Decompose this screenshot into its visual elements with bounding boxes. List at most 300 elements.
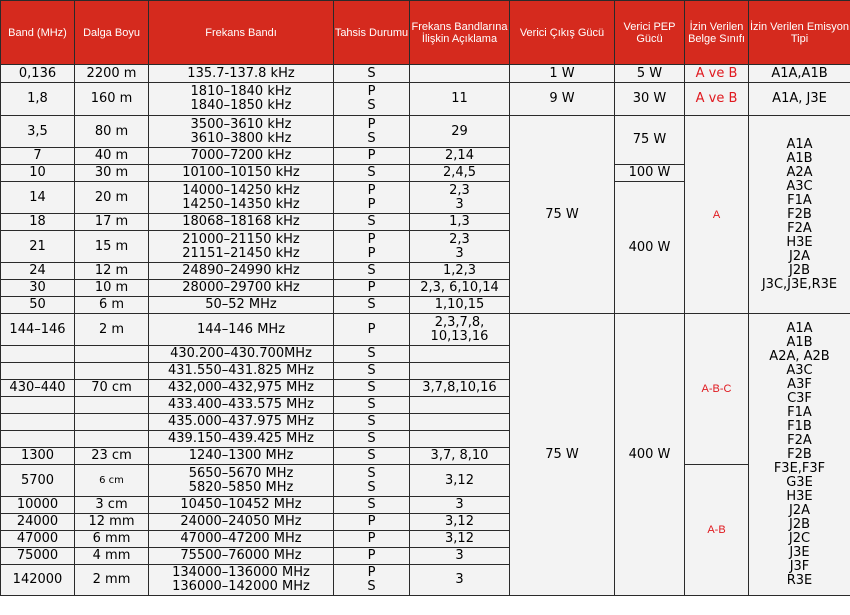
- tahsis-cell-line: S: [367, 214, 376, 229]
- table-row: [1, 116, 850, 148]
- dalga-cell: [75, 214, 149, 231]
- dalga-cell: [75, 397, 149, 414]
- dalga-cell: [75, 148, 149, 165]
- band-cell-line: 0,136: [18, 65, 57, 81]
- aciklama-cell-line: 3: [455, 497, 464, 512]
- emisyon-cell-line: A2A, A2B: [769, 348, 830, 364]
- band-cell: [1, 448, 75, 465]
- tahsis-cell-line: P: [367, 565, 376, 580]
- tahsis-cell: [334, 231, 410, 263]
- frekans-cell: [149, 565, 334, 596]
- aciklama-cell: [410, 231, 510, 263]
- emisyon-cell-line: H3E: [786, 234, 813, 250]
- tahsis-cell: [334, 214, 410, 231]
- frekans-cell-line: 439.150–439.425 MHz: [168, 431, 314, 446]
- aciklama-cell: [410, 116, 510, 148]
- dalga-cell: [75, 363, 149, 380]
- aciklama-cell: [410, 165, 510, 182]
- dalga-cell-line: 70 cm: [91, 380, 132, 395]
- frekans-cell-line: 144–146 MHz: [196, 321, 286, 337]
- aciklama-cell: [410, 431, 510, 448]
- tahsis-cell: [334, 565, 410, 596]
- emisyon-cell-line: F3E,F3F: [773, 460, 826, 476]
- cikis-cell: [510, 83, 615, 116]
- emisyon-cell-line: F2A: [787, 432, 812, 448]
- tahsis-cell-line: P: [367, 280, 376, 295]
- aciklama-cell: [410, 414, 510, 431]
- dalga-cell-line: 2 mm: [92, 572, 131, 587]
- frekans-cell: [149, 65, 334, 83]
- dalga-cell: [75, 165, 149, 182]
- emisyon-cell: [749, 116, 850, 314]
- tahsis-cell-line: S: [367, 165, 376, 180]
- emisyon-cell-line: F2B: [787, 446, 812, 462]
- band-cell: [1, 497, 75, 514]
- band-cell-line: 24: [29, 263, 46, 278]
- frekans-cell-line: 136000–142000 MHz: [172, 579, 310, 594]
- tahsis-cell-line: P: [367, 84, 376, 99]
- aciklama-cell: [410, 83, 510, 116]
- pep-cell-line: 30 W: [632, 91, 667, 106]
- emisyon-cell-line: F2B: [787, 206, 812, 222]
- emisyon-cell-line: A2A: [786, 164, 813, 180]
- frekans-cell: [149, 297, 334, 314]
- dalga-cell-line: 2 m: [98, 321, 125, 337]
- aciklama-cell: [410, 214, 510, 231]
- pep-cell: [615, 83, 685, 116]
- emisyon-cell-line: A3C: [786, 178, 813, 194]
- belge-cell: [685, 83, 749, 116]
- tahsis-cell-line: S: [367, 380, 376, 395]
- emisyon-cell-line: F1A: [787, 404, 812, 420]
- frekans-cell-line: 430.200–430.700MHz: [170, 346, 312, 361]
- dalga-cell: [75, 280, 149, 297]
- cikis-cell: [510, 65, 615, 83]
- frekans-cell: [149, 346, 334, 363]
- emisyon-cell-line: G3E: [786, 474, 813, 490]
- dalga-cell: [75, 514, 149, 531]
- frekans-cell: [149, 214, 334, 231]
- emisyon-cell-line: J3E: [789, 544, 810, 560]
- tahsis-cell-line: S: [367, 65, 376, 81]
- dalga-cell-line: 17 m: [94, 214, 129, 229]
- dalga-cell-line: 15 m: [94, 238, 129, 254]
- frekans-cell-line: 18068–18168 kHz: [182, 214, 300, 229]
- aciklama-cell: [410, 548, 510, 565]
- aciklama-cell: [410, 363, 510, 380]
- aciklama-cell-line: 3: [455, 548, 464, 563]
- frekans-cell-line: 134000–136000 MHz: [172, 565, 310, 580]
- frekans-cell: [149, 231, 334, 263]
- frekans-cell-line: 21000–21150 kHz: [182, 231, 300, 247]
- dalga-cell: [75, 448, 149, 465]
- emisyon-cell-line: J2A: [789, 502, 810, 518]
- header-aciklama: Frekans Bandlarına İlişkin Açıklama: [410, 1, 510, 65]
- emisyon-cell-line: J2B: [788, 516, 811, 532]
- band-cell: [1, 431, 75, 448]
- band-cell: [1, 548, 75, 565]
- tahsis-cell-line: S: [367, 479, 376, 495]
- tahsis-cell-line: P: [367, 514, 376, 529]
- frekans-cell: [149, 165, 334, 182]
- emisyon-cell-line: J2C: [788, 530, 811, 546]
- emisyon-cell: [749, 65, 850, 83]
- emisyon-cell-line: F1A: [787, 192, 812, 208]
- tahsis-cell-line: P: [367, 182, 376, 198]
- band-cell-line: 14: [29, 189, 46, 205]
- emisyon-cell-line: F1B: [787, 418, 812, 434]
- header-emisyon: İzin Verilen Emisyon Tipi: [749, 1, 850, 65]
- aciklama-cell: [410, 346, 510, 363]
- dalga-cell: [75, 314, 149, 346]
- band-cell-line: 1,8: [27, 91, 48, 106]
- pep-cell-line: 400 W: [628, 239, 671, 255]
- frekans-cell-line: 1240–1300 MHz: [188, 448, 294, 463]
- header-tahsis: Tahsis Durumu: [334, 1, 410, 65]
- dalga-cell: [75, 465, 149, 497]
- tahsis-cell-line: S: [367, 346, 376, 361]
- emisyon-cell-line: A1B: [786, 150, 813, 166]
- aciklama-cell-line: 2,3: [449, 231, 470, 247]
- emisyon-cell-line: F2A: [787, 220, 812, 236]
- frekans-cell: [149, 514, 334, 531]
- dalga-cell-line: 12 mm: [88, 514, 135, 529]
- frekans-cell-line: 75500–76000 MHz: [180, 548, 302, 563]
- frekans-cell: [149, 116, 334, 148]
- tahsis-cell: [334, 465, 410, 497]
- tahsis-cell-line: S: [367, 130, 376, 146]
- aciklama-cell: [410, 148, 510, 165]
- frekans-cell: [149, 414, 334, 431]
- cikis-cell-line: 9 W: [549, 91, 575, 106]
- pep-cell: [615, 314, 685, 596]
- tahsis-cell: [334, 314, 410, 346]
- frekans-cell-line: 24890–24990 kHz: [182, 263, 300, 278]
- tahsis-cell-line: S: [367, 448, 376, 463]
- tahsis-cell: [334, 414, 410, 431]
- tahsis-cell-line: P: [367, 548, 376, 563]
- tahsis-cell: [334, 263, 410, 280]
- tahsis-cell-line: P: [367, 245, 376, 261]
- tahsis-cell-line: P: [367, 231, 376, 247]
- dalga-cell: [75, 431, 149, 448]
- frekans-cell: [149, 83, 334, 116]
- tahsis-cell: [334, 431, 410, 448]
- aciklama-cell: [410, 448, 510, 465]
- tahsis-cell: [334, 346, 410, 363]
- emisyon-cell-line: C3F: [787, 390, 812, 406]
- band-cell: [1, 297, 75, 314]
- table-row: [1, 314, 850, 346]
- aciklama-cell: [410, 182, 510, 214]
- frekans-cell: [149, 182, 334, 214]
- band-cell-line: 144–146: [9, 321, 66, 337]
- aciklama-cell-line: 11: [451, 91, 468, 106]
- dalga-cell-line: 40 m: [94, 148, 129, 163]
- frekans-cell-line: 24000–24050 MHz: [180, 514, 302, 529]
- band-cell: [1, 314, 75, 346]
- pep-cell: [615, 116, 685, 165]
- pep-cell-line: 5 W: [636, 65, 663, 81]
- frekans-cell-line: 3500–3610 kHz: [190, 116, 292, 132]
- belge-cell-line: A ve B: [695, 65, 738, 81]
- tahsis-cell-line: S: [367, 497, 376, 512]
- band-cell-line: 7: [33, 148, 42, 163]
- band-cell: [1, 514, 75, 531]
- band-cell: [1, 280, 75, 297]
- dalga-cell: [75, 297, 149, 314]
- dalga-cell: [75, 116, 149, 148]
- aciklama-cell-line: 1,2,3: [442, 263, 477, 278]
- frekans-cell-line: 5650–5670 MHz: [188, 465, 294, 481]
- cikis-cell-line: 75 W: [545, 446, 579, 462]
- dalga-cell-line: 10 m: [94, 280, 129, 295]
- frekans-cell: [149, 380, 334, 397]
- frekans-cell: [149, 548, 334, 565]
- dalga-cell: [75, 414, 149, 431]
- tahsis-cell: [334, 548, 410, 565]
- frekans-cell-line: 21151–21450 kHz: [182, 245, 300, 261]
- frekans-cell: [149, 280, 334, 297]
- dalga-cell: [75, 497, 149, 514]
- tahsis-cell: [334, 363, 410, 380]
- emisyon-cell-line: A1A: [786, 136, 813, 152]
- band-cell: [1, 363, 75, 380]
- tahsis-cell: [334, 380, 410, 397]
- aciklama-cell-line: 3,12: [445, 514, 474, 529]
- aciklama-cell: [410, 280, 510, 297]
- cikis-cell: [510, 314, 615, 596]
- dalga-cell-line: 6 mm: [92, 531, 131, 546]
- tahsis-cell-line: S: [367, 98, 376, 113]
- aciklama-cell-line: 10,13,16: [430, 328, 489, 344]
- table-row: [1, 83, 850, 116]
- tahsis-cell-line: P: [367, 196, 376, 212]
- tahsis-cell-line: P: [367, 321, 376, 337]
- frekans-cell-line: 28000–29700 kHz: [182, 280, 300, 295]
- dalga-cell-line: 3 cm: [95, 497, 128, 512]
- dalga-cell: [75, 548, 149, 565]
- frekans-cell-line: 10450–10452 MHz: [180, 497, 302, 512]
- frekans-cell-line: 435.000–437.975 MHz: [168, 414, 314, 429]
- tahsis-cell-line: P: [367, 531, 376, 546]
- band-cell: [1, 414, 75, 431]
- band-cell-line: 75000: [16, 548, 59, 563]
- frekans-cell: [149, 263, 334, 280]
- frekans-cell: [149, 465, 334, 497]
- tahsis-cell: [334, 497, 410, 514]
- emisyon-cell-line: A3C: [786, 362, 813, 378]
- frekans-cell: [149, 314, 334, 346]
- tahsis-cell: [334, 182, 410, 214]
- band-cell-line: 5700: [20, 472, 55, 488]
- dalga-cell: [75, 346, 149, 363]
- aciklama-cell-line: 3,7,8,10,16: [422, 380, 497, 395]
- emisyon-cell-line: J3C,J3E,R3E: [761, 276, 838, 292]
- dalga-cell: [75, 83, 149, 116]
- band-cell: [1, 214, 75, 231]
- band-cell: [1, 346, 75, 363]
- tahsis-cell-line: S: [367, 297, 376, 312]
- frekans-cell-line: 1840–1850 kHz: [190, 98, 292, 113]
- frekans-cell-line: 7000–7200 kHz: [190, 148, 292, 163]
- frekans-cell-line: 14000–14250 kHz: [182, 182, 300, 198]
- frekans-cell-line: 433.400–433.575 MHz: [168, 397, 314, 412]
- aciklama-cell: [410, 380, 510, 397]
- belge-cell: [685, 65, 749, 83]
- tahsis-cell: [334, 116, 410, 148]
- emisyon-cell-line: R3E: [786, 572, 813, 588]
- band-cell-line: 30: [29, 280, 46, 295]
- emisyon-cell-line: J3F: [789, 558, 810, 574]
- dalga-cell: [75, 231, 149, 263]
- dalga-cell: [75, 380, 149, 397]
- tahsis-cell-line: P: [367, 116, 376, 132]
- aciklama-cell-line: 2,3, 6,10,14: [420, 280, 499, 295]
- band-cell-line: 3,5: [27, 123, 48, 139]
- aciklama-cell: [410, 465, 510, 497]
- aciklama-cell-line: 2,3,7,8,: [434, 314, 485, 330]
- dalga-cell-line: 12 m: [94, 263, 129, 278]
- band-cell-line: 47000: [16, 531, 59, 546]
- band-cell-line: 24000: [16, 514, 59, 529]
- aciklama-cell: [410, 65, 510, 83]
- emisyon-cell-line: A1A: [786, 320, 813, 336]
- belge-cell-line: A: [712, 208, 721, 221]
- aciklama-cell-line: 3: [455, 196, 464, 212]
- band-cell: [1, 465, 75, 497]
- frekans-cell-line: 432,000–432,975 MHz: [168, 380, 314, 395]
- dalga-cell: [75, 565, 149, 596]
- dalga-cell: [75, 531, 149, 548]
- header-band: Band (MHz): [1, 1, 75, 65]
- aciklama-cell-line: 1,10,15: [434, 297, 485, 312]
- band-cell: [1, 397, 75, 414]
- band-cell-line: 1300: [20, 448, 55, 463]
- band-cell: [1, 531, 75, 548]
- frekans-cell: [149, 431, 334, 448]
- aciklama-cell-line: 2,14: [445, 148, 474, 163]
- frekans-cell-line: 431.550–431.825 MHz: [168, 363, 314, 378]
- aciklama-cell: [410, 314, 510, 346]
- tahsis-cell: [334, 148, 410, 165]
- pep-cell: [615, 65, 685, 83]
- frekans-cell: [149, 148, 334, 165]
- band-cell: [1, 148, 75, 165]
- belge-cell: [685, 465, 749, 596]
- band-cell-line: 10000: [16, 497, 59, 512]
- emisyon-cell-line: H3E: [786, 488, 813, 504]
- pep-cell-line: 75 W: [632, 132, 667, 147]
- emisyon-cell: [749, 314, 850, 596]
- tahsis-cell: [334, 297, 410, 314]
- pep-cell-line: 100 W: [628, 165, 671, 180]
- frekans-cell: [149, 448, 334, 465]
- frekans-cell: [149, 397, 334, 414]
- band-cell-line: 142000: [12, 572, 63, 587]
- frekans-cell-line: 3610–3800 kHz: [190, 130, 292, 146]
- emisyon-cell-line: A1B: [786, 334, 813, 350]
- tahsis-cell: [334, 65, 410, 83]
- frekans-cell-line: 5820–5850 MHz: [188, 479, 294, 495]
- band-cell-line: 10: [29, 165, 46, 180]
- frekans-cell-line: 1810–1840 kHz: [190, 84, 292, 99]
- pep-cell: [615, 165, 685, 182]
- cikis-cell-line: 75 W: [545, 206, 579, 222]
- dalga-cell-line: 20 m: [94, 189, 129, 205]
- belge-cell-line: A ve B: [695, 91, 738, 106]
- tahsis-cell-line: S: [367, 397, 376, 412]
- tahsis-cell-line: S: [367, 414, 376, 429]
- tahsis-cell-line: S: [367, 579, 376, 594]
- dalga-cell: [75, 182, 149, 214]
- frekans-cell: [149, 363, 334, 380]
- aciklama-cell-line: 2,4,5: [442, 165, 477, 180]
- tahsis-cell-line: S: [367, 465, 376, 481]
- tahsis-cell: [334, 280, 410, 297]
- dalga-cell-line: 30 m: [94, 165, 129, 180]
- tahsis-cell: [334, 514, 410, 531]
- tahsis-cell: [334, 448, 410, 465]
- dalga-cell-line: 4 mm: [92, 548, 131, 563]
- aciklama-cell-line: 1,3: [449, 214, 470, 229]
- belge-cell-line: A-B-C: [701, 383, 732, 395]
- tahsis-cell: [334, 83, 410, 116]
- band-cell: [1, 116, 75, 148]
- band-cell-line: 430–440: [9, 380, 66, 395]
- tahsis-cell-line: P: [367, 148, 376, 163]
- tahsis-cell: [334, 397, 410, 414]
- tahsis-cell: [334, 531, 410, 548]
- emisyon-cell-line: A1A,A1B: [771, 65, 828, 81]
- band-cell: [1, 83, 75, 116]
- header-pep: Verici PEP Gücü: [615, 1, 685, 65]
- aciklama-cell-line: 3,12: [445, 531, 474, 546]
- aciklama-cell: [410, 565, 510, 596]
- frekans-cell-line: 135.7-137.8 kHz: [187, 65, 295, 81]
- aciklama-cell-line: 3,7, 8,10: [430, 448, 489, 463]
- band-cell-line: 50: [29, 297, 46, 312]
- aciklama-cell-line: 2,3: [449, 182, 470, 198]
- emisyon-cell: [749, 83, 850, 116]
- dalga-cell-line: 160 m: [90, 91, 133, 106]
- header-frekans: Frekans Bandı: [149, 1, 334, 65]
- band-cell: [1, 165, 75, 182]
- dalga-cell-line: 80 m: [94, 123, 129, 139]
- header-dalga: Dalga Boyu: [75, 1, 149, 65]
- dalga-cell-line: 6 cm: [99, 474, 124, 486]
- dalga-cell-line: 23 cm: [91, 448, 132, 463]
- band-cell-line: 18: [29, 214, 46, 229]
- aciklama-cell: [410, 297, 510, 314]
- pep-cell: [615, 182, 685, 314]
- frekans-cell-line: 10100–10150 kHz: [182, 165, 300, 180]
- emisyon-cell-line: J2A: [789, 248, 810, 264]
- table-row: [1, 465, 850, 497]
- header-cikis: Verici Çıkış Gücü: [510, 1, 615, 65]
- aciklama-cell-line: 3: [455, 572, 464, 587]
- aciklama-cell: [410, 514, 510, 531]
- band-cell-line: 21: [29, 238, 46, 254]
- band-cell: [1, 263, 75, 280]
- pep-cell-line: 400 W: [628, 446, 671, 462]
- band-cell: [1, 380, 75, 397]
- frekans-cell-line: 14250–14350 kHz: [182, 196, 300, 212]
- band-cell: [1, 231, 75, 263]
- aciklama-cell-line: 3: [455, 245, 464, 261]
- band-cell: [1, 65, 75, 83]
- belge-cell: [685, 116, 749, 314]
